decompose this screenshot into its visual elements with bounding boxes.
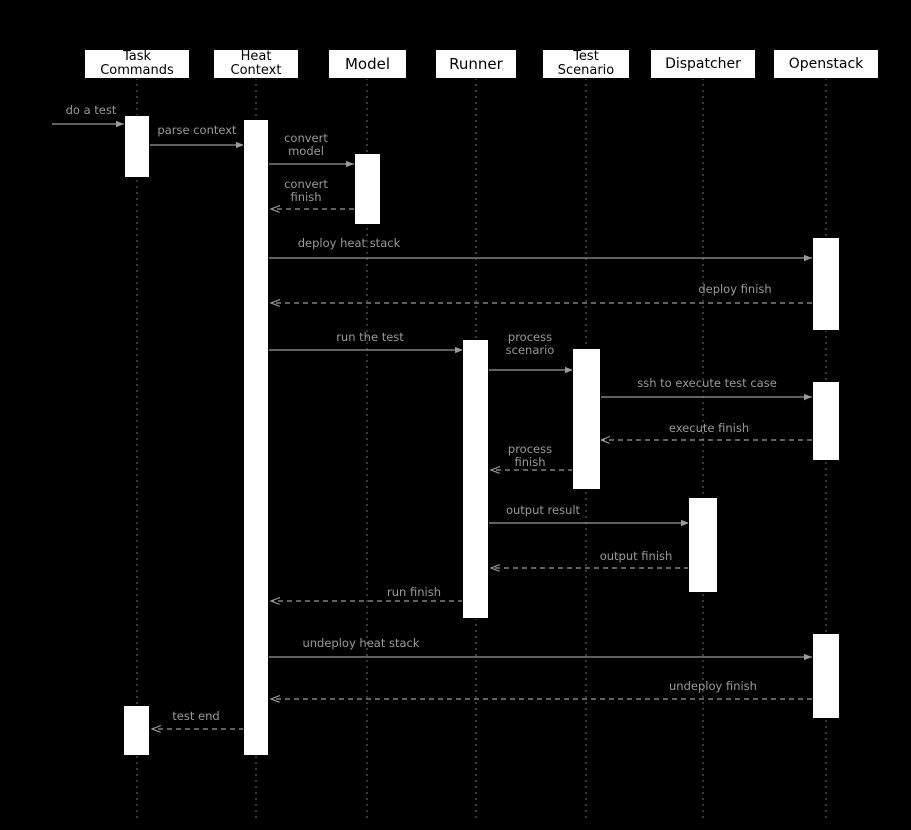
participant-task-commands[interactable]: Task Commands <box>84 49 190 79</box>
activation-openstack-deploy <box>812 237 840 331</box>
activation-test-scenario <box>572 348 601 490</box>
message-label-output-result: output result <box>505 503 581 517</box>
message-label-deploy-heat-stack: deploy heat stack <box>297 236 401 250</box>
participant-runner[interactable]: Runner <box>435 49 517 79</box>
message-label-parse-context: parse context <box>157 123 237 137</box>
message-label-run-the-test: run the test <box>336 330 404 344</box>
message-label-convert-finish: convert finish <box>284 177 328 204</box>
message-label-convert-model: convert model <box>284 131 328 158</box>
participant-model[interactable]: Model <box>328 49 407 79</box>
message-label-output-finish: output finish <box>599 549 673 563</box>
activation-heat-context-main <box>243 119 269 756</box>
message-label-run-finish: run finish <box>387 585 441 599</box>
message-label-test-end: test end <box>172 709 220 723</box>
participant-openstack[interactable]: Openstack <box>773 49 879 79</box>
message-label-undeploy-finish: undeploy finish <box>669 679 757 693</box>
message-label-ssh-to-execute-test-case: ssh to execute test case <box>637 376 777 390</box>
activation-runner <box>462 339 489 619</box>
message-label-process-finish: process finish <box>507 442 553 469</box>
participant-test-scenario[interactable]: Test Scenario <box>542 49 630 79</box>
message-label-undeploy-heat-stack: undeploy heat stack <box>302 636 420 650</box>
message-label-do-a-test: do a test <box>65 103 117 117</box>
participant-heat-context[interactable]: Heat Context <box>213 49 299 79</box>
activation-model <box>354 153 381 225</box>
participant-dispatcher[interactable]: Dispatcher <box>650 49 756 79</box>
activation-task-commands-end <box>123 705 150 756</box>
activation-openstack-execute <box>812 381 840 461</box>
message-label-execute-finish: execute finish <box>668 421 750 435</box>
activation-openstack-undeploy <box>812 633 840 719</box>
activation-dispatcher <box>688 497 718 593</box>
activation-task-commands-start <box>124 115 150 178</box>
message-label-deploy-finish: deploy finish <box>698 282 772 296</box>
message-label-process-scenario: process scenario <box>505 330 555 357</box>
